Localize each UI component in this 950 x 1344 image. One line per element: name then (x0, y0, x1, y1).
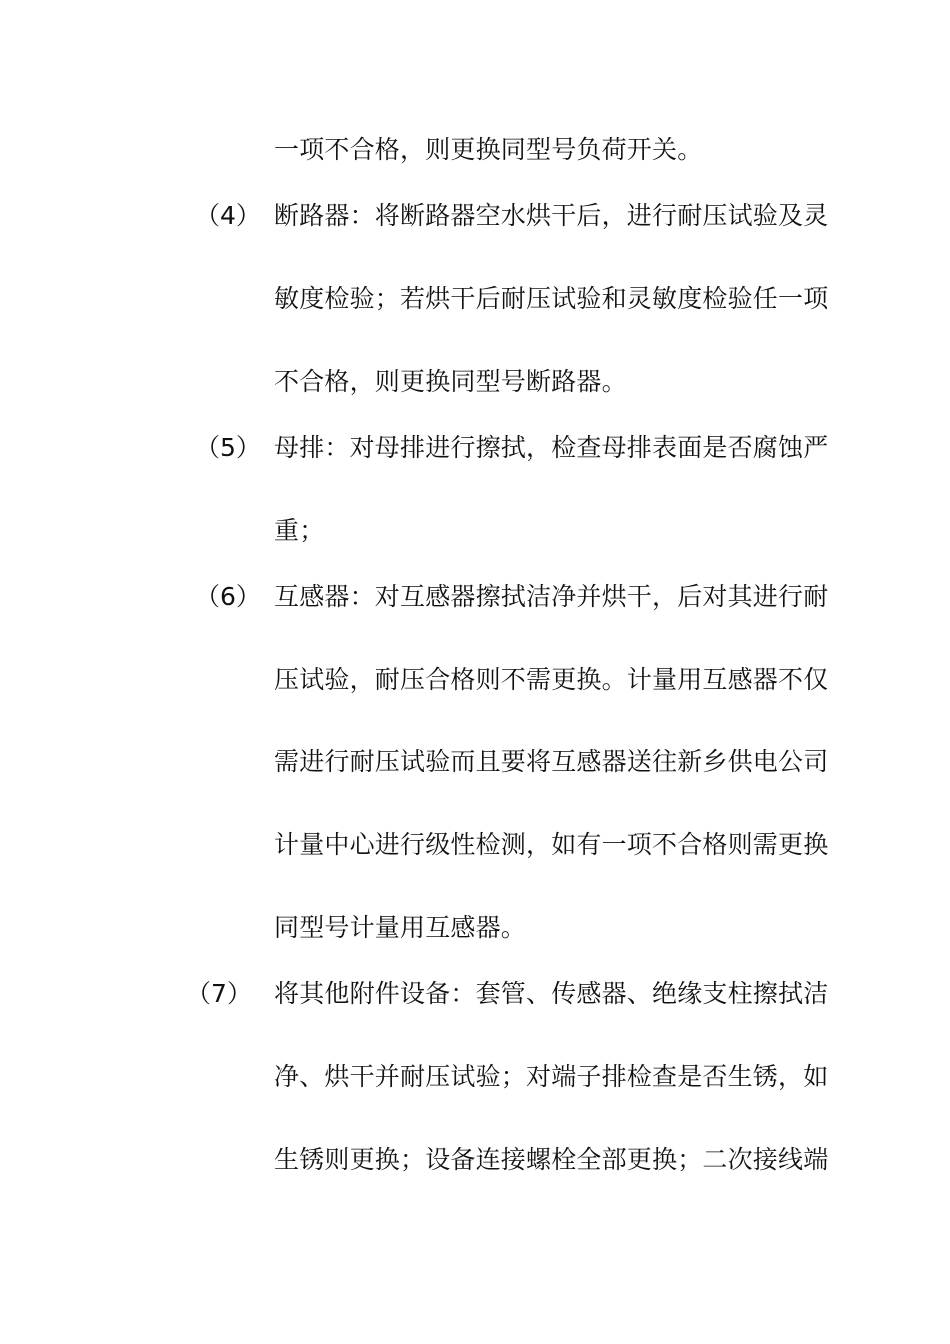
paragraph-line: 同型号计量用互感器。 (274, 913, 527, 942)
paragraph-line: 互感器：对互感器擦拭洁净并烘干，后对其进行耐 (274, 582, 829, 611)
paragraph-line: 不合格，则更换同型号断路器。 (274, 367, 627, 396)
item-number-7: （7） (186, 979, 252, 1008)
paragraph-line: 需进行耐压试验而且要将互感器送往新乡供电公司 (274, 747, 829, 776)
paragraph-line: 断路器：将断路器空水烘干后，进行耐压试验及灵 (274, 201, 829, 230)
paragraph-line: 生锈则更换；设备连接螺栓全部更换；二次接线端 (274, 1145, 829, 1174)
item-number-5: （5） (195, 433, 261, 462)
paragraph-line: 重； (274, 516, 325, 545)
paragraph-line: 将其他附件设备：套管、传感器、绝缘支柱擦拭洁 (274, 979, 829, 1008)
item-number-4: （4） (195, 201, 261, 230)
paragraph-line: 一项不合格，则更换同型号负荷开关。 (274, 135, 703, 164)
paragraph-line: 敏度检验；若烘干后耐压试验和灵敏度检验任一项 (274, 284, 829, 313)
item-number-6: （6） (195, 582, 261, 611)
paragraph-line: 压试验，耐压合格则不需更换。计量用互感器不仅 (274, 665, 829, 694)
paragraph-line: 净、烘干并耐压试验；对端子排检查是否生锈，如 (274, 1062, 829, 1091)
paragraph-line: 计量中心进行级性检测，如有一项不合格则需更换 (274, 830, 829, 859)
paragraph-line: 母排：对母排进行擦拭，检查母排表面是否腐蚀严 (274, 433, 829, 462)
